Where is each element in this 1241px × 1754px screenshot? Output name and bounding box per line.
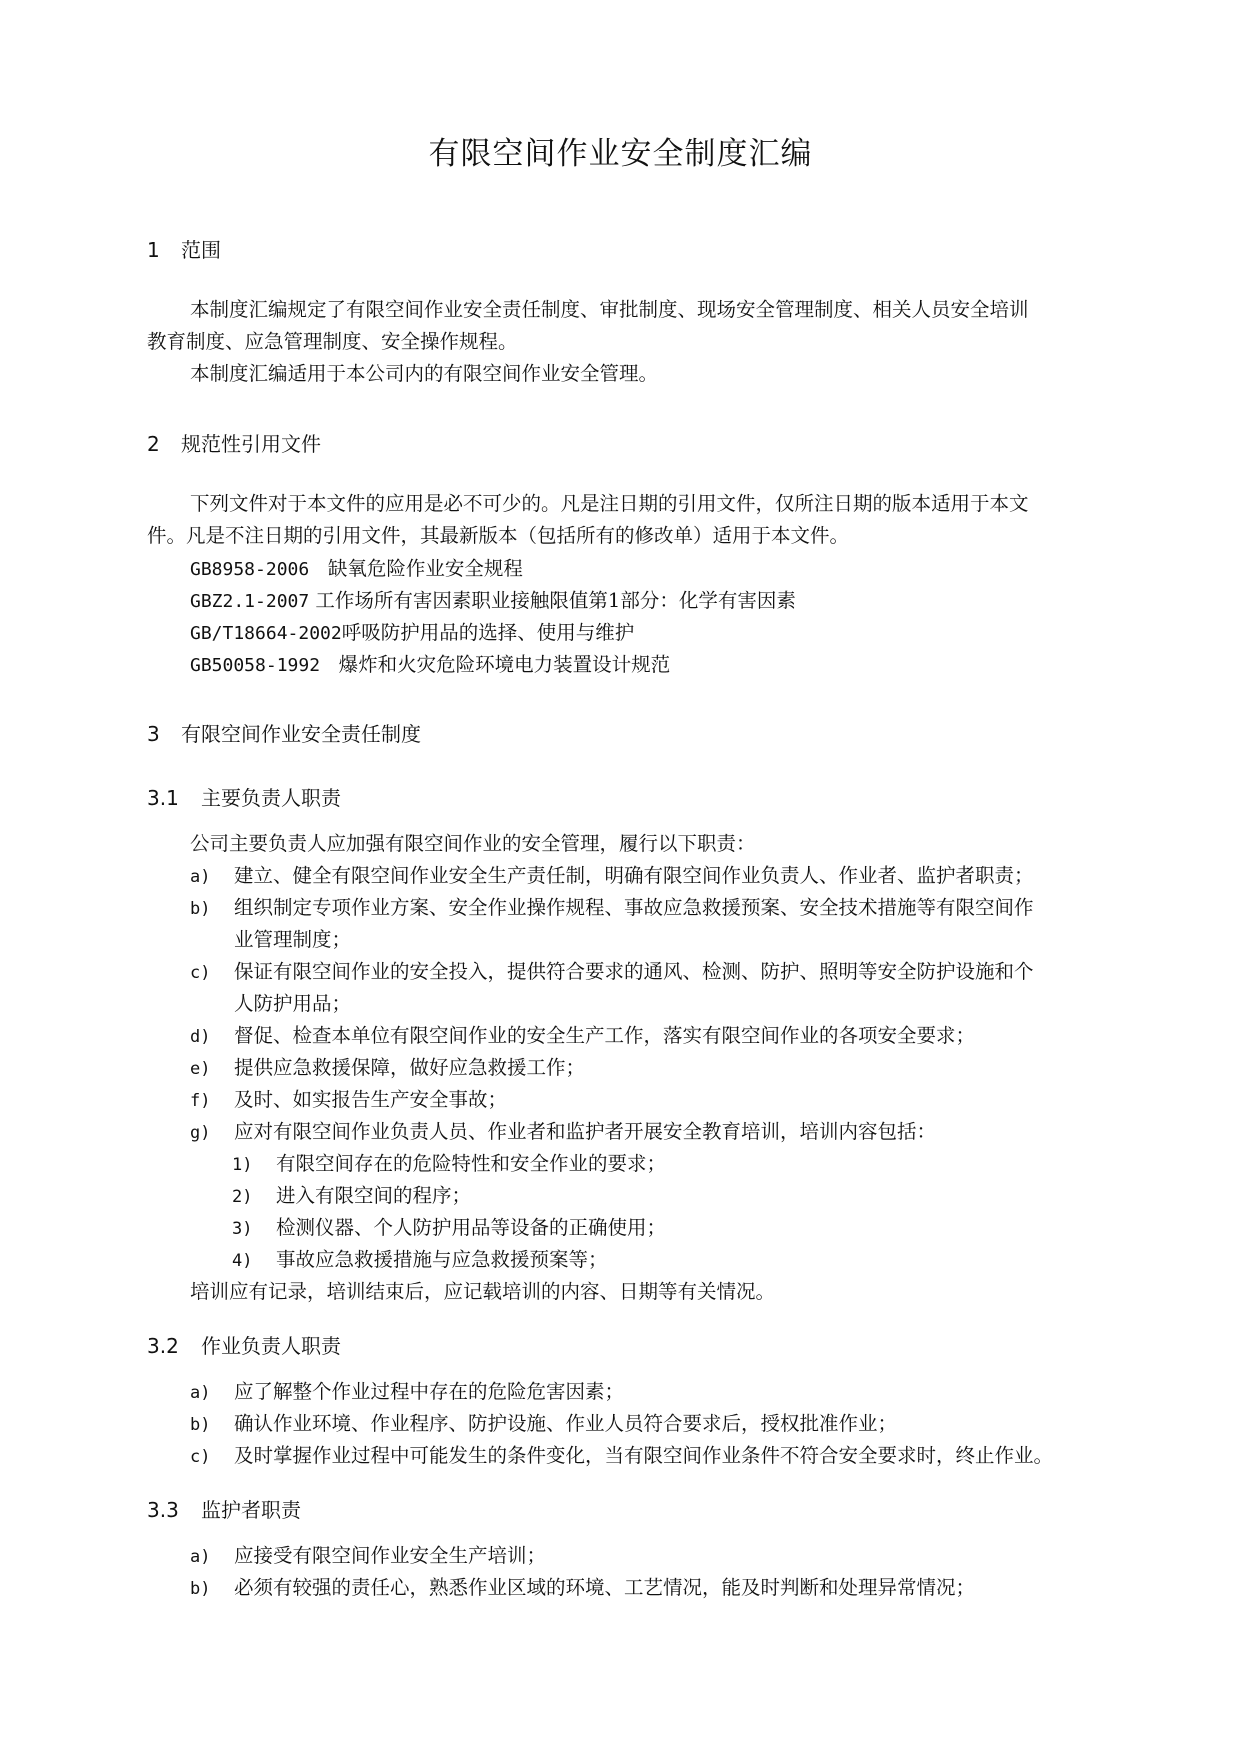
list-text: 有限空间存在的危险特性和安全作业的要求； [276, 1152, 667, 1175]
list-marker: a) [190, 1547, 211, 1567]
list-text-continuation: 业管理制度； [234, 928, 352, 951]
section-2-heading [147, 428, 321, 457]
paragraph-line: 下列文件对于本文件的应用是必不可少的。凡是注日期的引用文件，仅所注日期的版本适用于本文 [190, 492, 1029, 515]
list-marker: f) [190, 1091, 211, 1111]
paragraph-line: 本制度汇编规定了有限空间作业安全责任制度、审批制度、现场安全管理制度、相关人员安全培训 [190, 298, 1029, 321]
section-title: 作业负责人职责 [201, 1334, 341, 1358]
section-number: 2 [147, 432, 160, 456]
reference-code: GB/T18664-2002 [190, 623, 342, 644]
list-item [190, 1572, 975, 1605]
reference-name: 缺氧危险作业安全规程 [327, 557, 523, 580]
list-item [190, 892, 1034, 925]
list-text-continuation: 人防护用品； [234, 992, 352, 1015]
section-title: 监护者职责 [201, 1498, 301, 1522]
list-marker: c) [190, 1447, 211, 1467]
subsection-3-3-heading [147, 1494, 301, 1523]
list-text: 进入有限空间的程序； [276, 1184, 472, 1207]
sub-list-item [232, 1244, 608, 1277]
list-item [190, 1084, 507, 1117]
list-marker: g) [190, 1123, 211, 1143]
list-text: 应了解整个作业过程中存在的危险危害因素； [234, 1380, 625, 1403]
reference-name: 爆炸和火灾危险环境电力装置设计规范 [338, 653, 671, 676]
list-text: 及时、如实报告生产安全事故； [234, 1088, 508, 1111]
list-marker: b) [190, 1415, 211, 1435]
list-text: 确认作业环境、作业程序、防护设施、作业人员符合要求后，授权批准作业； [234, 1412, 898, 1435]
list-text: 应对有限空间作业负责人员、作业者和监护者开展安全教育培训，培训内容包括： [234, 1120, 937, 1143]
reference-item [190, 617, 634, 650]
section-1-heading [147, 234, 221, 263]
list-marker: b) [190, 1579, 211, 1599]
subsection-3-1-heading [147, 782, 341, 811]
list-text: 检测仪器、个人防护用品等设备的正确使用； [276, 1216, 667, 1239]
list-marker: 1) [232, 1155, 253, 1175]
list-item [190, 1116, 936, 1149]
list-item [190, 1440, 1053, 1473]
reference-name: 工作场所有害因素职业接触限值第1部分：化学有害因素 [315, 589, 796, 612]
section-number: 3 [147, 722, 160, 746]
section-number: 3.2 [147, 1334, 179, 1358]
list-text: 督促、检查本单位有限空间作业的安全生产工作，落实有限空间作业的各项安全要求； [234, 1024, 976, 1047]
section-number: 3.3 [147, 1498, 179, 1522]
reference-item [190, 649, 670, 682]
list-marker: c) [190, 963, 211, 983]
list-marker: 4) [232, 1251, 253, 1271]
section-title: 主要负责人职责 [201, 786, 341, 810]
list-marker: a) [190, 867, 211, 887]
list-text: 保证有限空间作业的安全投入，提供符合要求的通风、检测、防护、照明等安全防护设施和个 [234, 960, 1034, 983]
reference-item [190, 585, 796, 618]
paragraph-line: 公司主要负责人应加强有限空间作业的安全管理，履行以下职责： [190, 832, 756, 855]
list-text: 及时掌握作业过程中可能发生的条件变化，当有限空间作业条件不符合安全要求时，终止作业。 [234, 1444, 1054, 1467]
list-text: 提供应急救援保障，做好应急救援工作； [234, 1056, 586, 1079]
document-title: 有限空间作业安全制度汇编 [428, 136, 813, 172]
list-marker: 3) [232, 1219, 253, 1239]
reference-item [190, 553, 523, 586]
reference-name: 呼吸防护用品的选择、使用与维护 [341, 621, 635, 644]
paragraph-line: 教育制度、应急管理制度、安全操作规程。 [147, 330, 518, 353]
reference-code: GBZ2.1-2007 [190, 591, 310, 612]
sub-list-item [232, 1212, 666, 1245]
list-marker: a) [190, 1383, 211, 1403]
paragraph-line: 培训应有记录，培训结束后，应记载培训的内容、日期等有关情况。 [190, 1280, 776, 1303]
subsection-3-2-heading [147, 1330, 341, 1359]
section-number: 3.1 [147, 786, 179, 810]
section-number: 1 [147, 238, 160, 262]
paragraph-line: 本制度汇编适用于本公司内的有限空间作业安全管理。 [190, 362, 659, 385]
sub-list-item [232, 1180, 471, 1213]
reference-code: GB8958-2006 [190, 559, 310, 580]
list-marker: 2) [232, 1187, 253, 1207]
list-item [190, 1408, 897, 1441]
list-item [190, 1540, 546, 1573]
list-text: 应接受有限空间作业安全生产培训； [234, 1544, 547, 1567]
section-3-heading [147, 718, 421, 747]
list-marker: e) [190, 1059, 211, 1079]
list-item [190, 1020, 975, 1053]
list-text: 必须有较强的责任心，熟悉作业区域的环境、工艺情况，能及时判断和处理异常情况； [234, 1576, 976, 1599]
reference-code: GB50058-1992 [190, 655, 321, 676]
paragraph-line: 件。凡是不注日期的引用文件，其最新版本（包括所有的修改单）适用于本文件。 [147, 524, 850, 547]
list-marker: b) [190, 899, 211, 919]
section-title: 有限空间作业安全责任制度 [181, 722, 421, 746]
list-text: 建立、健全有限空间作业安全生产责任制，明确有限空间作业负责人、作业者、监护者职责； [234, 864, 1034, 887]
list-item [190, 1052, 585, 1085]
list-item [190, 956, 1034, 989]
list-item [190, 860, 1034, 893]
list-text: 事故应急救援措施与应急救援预案等； [276, 1248, 608, 1271]
sub-list-item [232, 1148, 666, 1181]
list-text: 组织制定专项作业方案、安全作业操作规程、事故应急救援预案、安全技术措施等有限空间作 [234, 896, 1034, 919]
section-title: 规范性引用文件 [181, 432, 321, 456]
section-title: 范围 [181, 238, 221, 262]
list-item [190, 1376, 624, 1409]
list-marker: d) [190, 1027, 211, 1047]
